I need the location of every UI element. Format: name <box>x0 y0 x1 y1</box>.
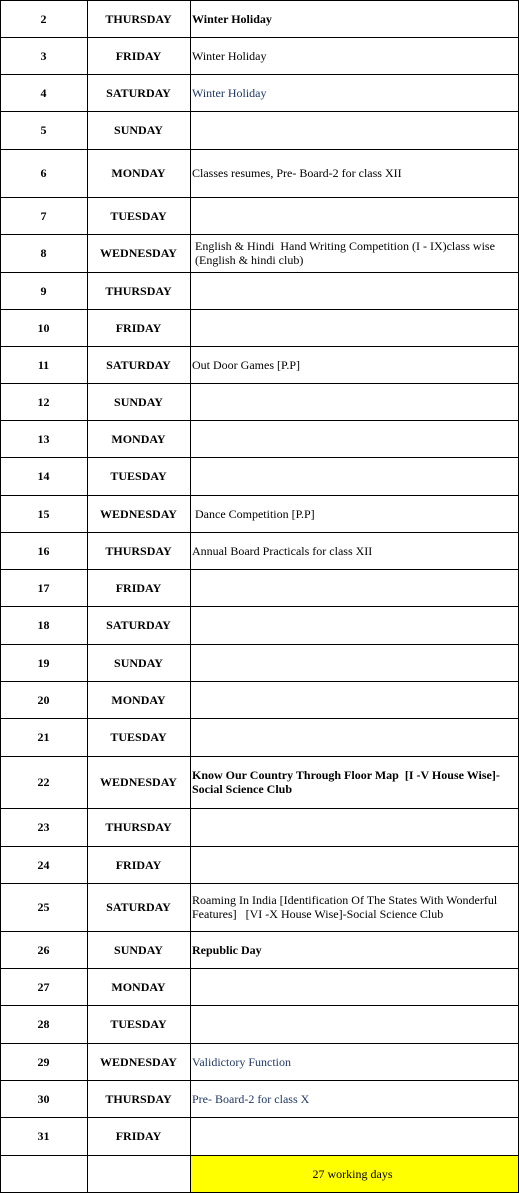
event-cell <box>190 718 519 756</box>
row-divider <box>0 234 519 235</box>
event-cell: Dance Competition [P.P] <box>195 506 315 521</box>
event-cell <box>190 1005 519 1043</box>
date-cell: 10 <box>37 320 50 335</box>
table-row <box>0 846 519 883</box>
row-divider <box>0 197 519 198</box>
weekday-cell: THURSDAY <box>105 1091 172 1106</box>
table-row <box>0 644 519 681</box>
weekday-cell: TUESDAY <box>110 208 167 223</box>
event-cell <box>190 457 519 495</box>
date-cell: 11 <box>37 357 50 372</box>
row-divider <box>0 1005 519 1006</box>
date-cell: 22 <box>37 775 50 789</box>
row-divider <box>0 272 519 273</box>
weekday-cell: THURSDAY <box>105 543 172 558</box>
table-row <box>0 1117 519 1155</box>
date-cell: 5 <box>40 123 47 137</box>
column-divider <box>87 0 88 1193</box>
event-cell: Pre- Board-2 for class X <box>192 1091 310 1106</box>
weekday-cell: TUESDAY <box>110 1017 167 1031</box>
weekday-cell: FRIDAY <box>115 48 162 63</box>
event-cell <box>190 111 519 149</box>
event-cell: Classes resumes, Pre- Board-2 for class XII <box>192 166 402 180</box>
weekday-cell: FRIDAY <box>115 857 162 872</box>
date-cell: 3 <box>40 48 47 63</box>
date-cell: 27 <box>37 979 50 994</box>
row-divider <box>0 1155 519 1156</box>
weekday-cell: SUNDAY <box>114 655 163 670</box>
event-cell <box>190 846 519 883</box>
date-cell <box>0 1155 87 1192</box>
date-cell: 6 <box>40 166 47 180</box>
column-divider <box>0 0 1 1193</box>
row-divider <box>0 1080 519 1081</box>
column-divider <box>190 0 191 1193</box>
weekday-cell <box>87 1155 190 1192</box>
date-cell: 30 <box>37 1091 50 1106</box>
row-divider <box>0 606 519 607</box>
weekday-cell: SUNDAY <box>114 123 163 137</box>
table-row <box>0 457 519 495</box>
table-row <box>0 808 519 846</box>
table-row <box>0 681 519 718</box>
table-row <box>0 383 519 420</box>
working-days-cell: 27 working days <box>190 1155 519 1192</box>
row-divider <box>0 846 519 847</box>
row-divider <box>0 149 519 150</box>
event-cell: Roaming In India [Identification Of The States With Wonderful Features] [VI -X House Wise]-Social Science Club <box>192 893 498 921</box>
weekday-cell: MONDAY <box>111 979 166 994</box>
event-cell <box>190 569 519 606</box>
table-row <box>0 569 519 606</box>
table-row <box>0 532 519 569</box>
weekday-cell: SATURDAY <box>106 85 171 100</box>
date-cell: 15 <box>37 506 50 521</box>
weekday-cell: WEDNESDAY <box>100 246 177 260</box>
event-cell <box>190 606 519 644</box>
row-divider <box>0 968 519 969</box>
date-cell: 29 <box>37 1054 50 1069</box>
row-divider <box>0 644 519 645</box>
event-cell <box>190 681 519 718</box>
table-row <box>0 420 519 457</box>
weekday-cell: SATURDAY <box>106 900 171 914</box>
row-divider <box>0 1043 519 1044</box>
weekday-cell: MONDAY <box>111 166 166 180</box>
date-cell: 26 <box>37 942 50 957</box>
date-cell: 23 <box>37 820 50 834</box>
weekday-cell: FRIDAY <box>115 320 162 335</box>
date-cell: 7 <box>40 208 47 223</box>
event-cell <box>190 1117 519 1155</box>
event-cell: Winter Holiday <box>192 48 267 63</box>
table-row <box>0 111 519 149</box>
event-cell <box>190 968 519 1005</box>
event-cell: English & Hindi Hand Writing Competition (I - IX)class wise (English & hindi club) <box>195 239 495 267</box>
weekday-cell: SUNDAY <box>114 942 163 957</box>
date-cell: 25 <box>37 900 50 914</box>
table-row <box>0 1005 519 1043</box>
row-divider <box>0 383 519 384</box>
table-row <box>0 756 519 808</box>
row-divider <box>0 756 519 757</box>
event-cell: Annual Board Practicals for class XII <box>192 543 373 558</box>
event-cell: Winter Holiday <box>192 11 272 26</box>
table-row <box>0 1080 519 1117</box>
row-divider <box>0 808 519 809</box>
table-row <box>0 0 519 37</box>
row-divider <box>0 346 519 347</box>
row-divider <box>0 1117 519 1118</box>
table-row <box>0 149 519 197</box>
date-cell: 16 <box>37 543 50 558</box>
table-row <box>0 272 519 309</box>
table-row <box>0 718 519 756</box>
row-divider <box>0 0 519 1</box>
row-divider <box>0 37 519 38</box>
event-cell: Republic Day <box>192 942 262 957</box>
row-divider <box>0 420 519 421</box>
event-cell: Out Door Games [P.P] <box>192 357 300 372</box>
date-cell: 9 <box>40 283 47 298</box>
event-cell: Validictory Function <box>192 1054 291 1069</box>
row-divider <box>0 309 519 310</box>
date-cell: 20 <box>37 692 50 707</box>
date-cell: 18 <box>37 618 50 632</box>
table-row <box>0 495 519 532</box>
date-cell: 8 <box>40 246 47 260</box>
table-row <box>0 234 519 272</box>
event-cell <box>190 383 519 420</box>
weekday-cell: SATURDAY <box>106 618 171 632</box>
table-row <box>0 309 519 346</box>
table-row <box>0 74 519 111</box>
event-cell: Know Our Country Through Floor Map [I -V House Wise]- Social Science Club <box>192 768 500 796</box>
event-cell <box>190 197 519 234</box>
date-cell: 14 <box>37 469 50 483</box>
row-divider <box>0 457 519 458</box>
row-divider <box>0 495 519 496</box>
event-cell: Winter Holiday <box>192 85 267 100</box>
date-cell: 31 <box>37 1129 50 1143</box>
table-row <box>0 37 519 74</box>
row-divider <box>0 681 519 682</box>
table-row <box>0 346 519 383</box>
table-row <box>0 1043 519 1080</box>
date-cell: 19 <box>37 655 50 670</box>
date-cell: 17 <box>37 580 50 595</box>
table-row <box>0 968 519 1005</box>
weekday-cell: WEDNESDAY <box>100 1054 177 1069</box>
weekday-cell: MONDAY <box>111 692 166 707</box>
weekday-cell: WEDNESDAY <box>100 506 177 521</box>
row-divider <box>0 931 519 932</box>
row-divider <box>0 74 519 75</box>
event-cell <box>190 272 519 309</box>
summary-row <box>0 1155 519 1192</box>
weekday-cell: TUESDAY <box>110 730 167 744</box>
date-cell: 2 <box>40 11 47 26</box>
weekday-cell: FRIDAY <box>115 1129 162 1143</box>
event-cell <box>190 644 519 681</box>
weekday-cell: TUESDAY <box>110 469 167 483</box>
date-cell: 13 <box>37 431 50 446</box>
weekday-cell: SATURDAY <box>106 357 171 372</box>
weekday-cell: THURSDAY <box>105 11 172 26</box>
row-divider <box>0 532 519 533</box>
event-cell <box>190 808 519 846</box>
weekday-cell: WEDNESDAY <box>100 775 177 789</box>
date-cell: 28 <box>37 1017 50 1031</box>
table-row <box>0 197 519 234</box>
event-cell <box>190 309 519 346</box>
row-divider <box>0 718 519 719</box>
date-cell: 4 <box>40 85 47 100</box>
date-cell: 21 <box>37 730 50 744</box>
weekday-cell: SUNDAY <box>114 394 163 409</box>
event-cell <box>190 420 519 457</box>
date-cell: 24 <box>37 857 50 872</box>
weekday-cell: MONDAY <box>111 431 166 446</box>
row-divider <box>0 111 519 112</box>
table-row <box>0 606 519 644</box>
weekday-cell: FRIDAY <box>115 580 162 595</box>
weekday-cell: THURSDAY <box>105 820 172 834</box>
weekday-cell: THURSDAY <box>105 283 172 298</box>
table-row <box>0 883 519 931</box>
table-row <box>0 931 519 968</box>
date-cell: 12 <box>37 394 50 409</box>
row-divider <box>0 569 519 570</box>
row-divider <box>0 883 519 884</box>
